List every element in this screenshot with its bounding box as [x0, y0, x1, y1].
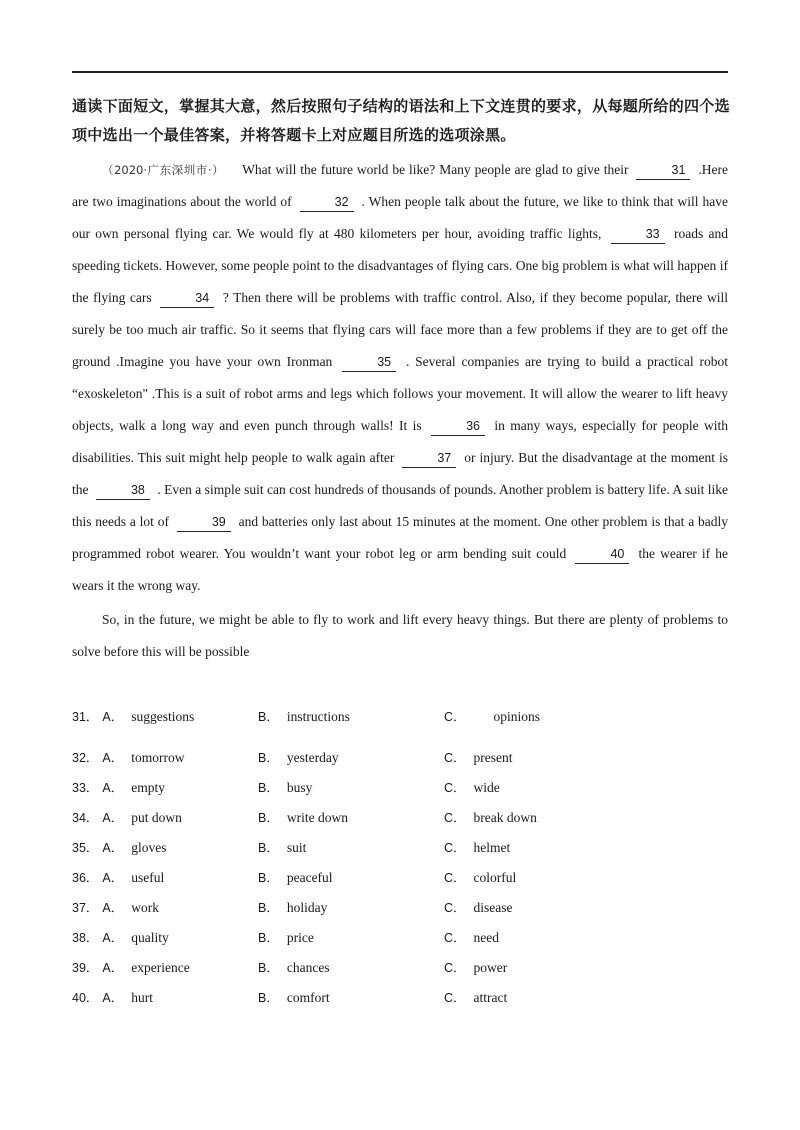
option-letter: B． [258, 871, 279, 885]
answer-blank-36: 36 [431, 417, 485, 436]
passage-text: the wearer if he wears it the wrong way. [72, 546, 729, 593]
option-text: holiday [286, 900, 328, 915]
reading-passage [72, 154, 728, 668]
option-a[interactable] [72, 702, 194, 732]
passage-text: . Several companies are trying to build a practical robot “exoskeleton" .This is a suit of robot arms and legs which follows your movement. It will allow the wearer to lift heavy objects, walk a long way and even punch through walls! It is [72, 354, 728, 433]
option-text: put down [131, 810, 182, 825]
answer-blank-38: 38 [96, 481, 150, 500]
option-a[interactable] [72, 953, 190, 983]
option-b[interactable] [258, 773, 312, 803]
top-divider [72, 71, 728, 73]
option-text: quality [131, 930, 169, 945]
option-letter: C． [444, 901, 466, 915]
option-text: helmet [473, 840, 511, 855]
option-text: busy [286, 780, 313, 795]
question-number: 34． [72, 811, 99, 825]
option-letter: A． [102, 751, 124, 765]
option-text: attract [473, 990, 508, 1005]
option-a[interactable] [72, 773, 165, 803]
option-text: work [131, 900, 159, 915]
question-row-31 [72, 702, 728, 743]
question-number: 36． [72, 871, 99, 885]
option-b[interactable] [258, 953, 330, 983]
passage-text: ? Then there will be problems with traffic control. Also, if they become popular, there will surely be too much air traffic. So it seems that flying cars will face more than a few problems if they are to get off the ground .Imagine you have your own Ironman [72, 290, 728, 369]
option-text: hurt [131, 990, 153, 1005]
option-text: yesterday [286, 750, 339, 765]
option-b[interactable] [258, 923, 314, 953]
question-row-32 [72, 743, 728, 773]
option-letter: C． [444, 811, 466, 825]
option-text: price [286, 930, 314, 945]
option-letter: A． [102, 871, 124, 885]
answer-blank-39: 39 [177, 513, 231, 532]
options-list [72, 702, 728, 1013]
question-number: 37． [72, 901, 99, 915]
question-number: 39． [72, 961, 99, 975]
question-row-38 [72, 923, 728, 953]
answer-blank-40: 40 [575, 545, 629, 564]
option-letter: C． [444, 961, 466, 975]
question-number: 33． [72, 781, 99, 795]
option-c[interactable] [444, 953, 507, 983]
option-c[interactable] [444, 773, 500, 803]
passage-text: . Even a simple suit can cost hundreds of thousands of pounds. Another problem is battery life. A suit like this needs a lot of [72, 482, 728, 529]
option-text: colorful [473, 870, 517, 885]
option-a[interactable] [72, 923, 169, 953]
option-text: disease [473, 900, 513, 915]
instructions-heading: 通读下面短文，掌握其大意，然后按照句子结构的语法和上下文连贯的要求，从每题所给的四个选项中选出一个最佳答案，并将答题卡上对应题目所选的选项涂黑。 [72, 97, 730, 144]
option-letter: A． [102, 781, 124, 795]
option-letter: A． [102, 961, 124, 975]
answer-blank-34: 34 [160, 289, 214, 308]
option-letter: B． [258, 841, 279, 855]
question-row-39 [72, 953, 728, 983]
question-row-36 [72, 863, 728, 893]
option-a[interactable] [72, 863, 164, 893]
option-b[interactable] [258, 863, 333, 893]
option-text: instructions [286, 709, 350, 724]
option-b[interactable] [258, 702, 350, 732]
option-c[interactable] [444, 743, 513, 773]
source-label: （2020·广东深圳市·） [102, 163, 225, 177]
option-letter: A． [102, 841, 124, 855]
option-text: empty [131, 780, 165, 795]
option-a[interactable] [72, 983, 153, 1013]
option-text: tomorrow [131, 750, 185, 765]
option-text: need [473, 930, 500, 945]
option-letter: C． [444, 781, 466, 795]
question-row-37 [72, 893, 728, 923]
option-c[interactable] [444, 863, 516, 893]
option-letter: C． [444, 710, 466, 724]
passage-text: and batteries only last about 15 minutes at the moment. One other problem is that a badly programmed robot wearer. You wouldn’t want your robot leg or arm bending suit could [72, 514, 729, 561]
question-row-35 [72, 833, 728, 863]
question-number: 40． [72, 991, 99, 1005]
option-text: power [473, 960, 508, 975]
question-row-40 [72, 983, 728, 1013]
question-row-33 [72, 773, 728, 803]
passage-text: What will the future world be like? Many people are glad to give their [242, 162, 633, 177]
option-letter: B． [258, 931, 279, 945]
option-b[interactable] [258, 833, 306, 863]
option-b[interactable] [258, 893, 327, 923]
option-b[interactable] [258, 743, 339, 773]
option-c[interactable] [444, 923, 499, 953]
answer-blank-35: 35 [342, 353, 396, 372]
option-c[interactable] [444, 833, 510, 863]
option-text: present [473, 750, 513, 765]
option-letter: A． [102, 901, 124, 915]
answer-blank-37: 37 [402, 449, 456, 468]
option-c[interactable] [444, 702, 540, 732]
option-text: useful [131, 870, 165, 885]
option-letter: B． [258, 781, 279, 795]
option-a[interactable] [72, 743, 185, 773]
option-text: break down [473, 810, 537, 825]
passage-text: or injury. But the disadvantage at the moment is the [72, 450, 728, 497]
option-letter: C． [444, 931, 466, 945]
option-a[interactable] [72, 803, 182, 833]
option-text: write down [286, 810, 348, 825]
answer-blank-33: 33 [611, 225, 665, 244]
option-text: gloves [131, 840, 167, 855]
passage-text: . When people talk about the future, we like to think that will have our own personal flying car. We would fly at 480 kilometers per hour, avoiding traffic lights, [72, 194, 728, 241]
passage-paragraph-1 [72, 154, 728, 602]
option-letter: A． [102, 710, 124, 724]
option-text: peaceful [286, 870, 333, 885]
passage-text: .Here are two imaginations about the world of [72, 162, 729, 209]
option-letter: A． [102, 811, 124, 825]
passage-text: roads and speeding tickets. However, some people point to the disadvantages of flying cars. One big problem is what will happen if the flying cars [72, 226, 728, 305]
option-text: opinions [493, 709, 541, 724]
option-text: suggestions [131, 709, 195, 724]
option-letter: A． [102, 991, 124, 1005]
option-text: comfort [286, 990, 330, 1005]
option-text: suit [286, 840, 307, 855]
option-letter: B． [258, 991, 279, 1005]
option-letter: B． [258, 901, 279, 915]
option-a[interactable] [72, 833, 167, 863]
option-text: chances [286, 960, 330, 975]
answer-blank-32: 32 [300, 193, 354, 212]
question-number: 35． [72, 841, 99, 855]
question-number: 32． [72, 751, 99, 765]
option-text: experience [131, 960, 190, 975]
option-letter: A． [102, 931, 124, 945]
question-number: 38． [72, 931, 99, 945]
option-c[interactable] [444, 983, 507, 1013]
option-letter: C． [444, 841, 466, 855]
question-number: 31． [72, 710, 99, 724]
option-letter: B． [258, 811, 279, 825]
question-row-34 [72, 803, 728, 833]
option-letter: B． [258, 961, 279, 975]
option-a[interactable] [72, 893, 159, 923]
option-letter: B． [258, 710, 279, 724]
option-c[interactable] [444, 803, 537, 833]
answer-blank-31: 31 [636, 161, 690, 180]
option-letter: C． [444, 871, 466, 885]
passage-text: in many ways, especially for people with disabilities. This suit might help people to walk again after [72, 418, 728, 465]
passage-paragraph-2: So, in the future, we might be able to fly to work and lift every heavy things. But there are plenty of problems to solve before this will be possible [72, 612, 728, 659]
option-b[interactable] [258, 803, 348, 833]
option-c[interactable] [444, 893, 513, 923]
option-letter: C． [444, 991, 466, 1005]
option-letter: C． [444, 751, 466, 765]
option-text: wide [473, 780, 500, 795]
option-letter: B． [258, 751, 279, 765]
option-b[interactable] [258, 983, 330, 1013]
